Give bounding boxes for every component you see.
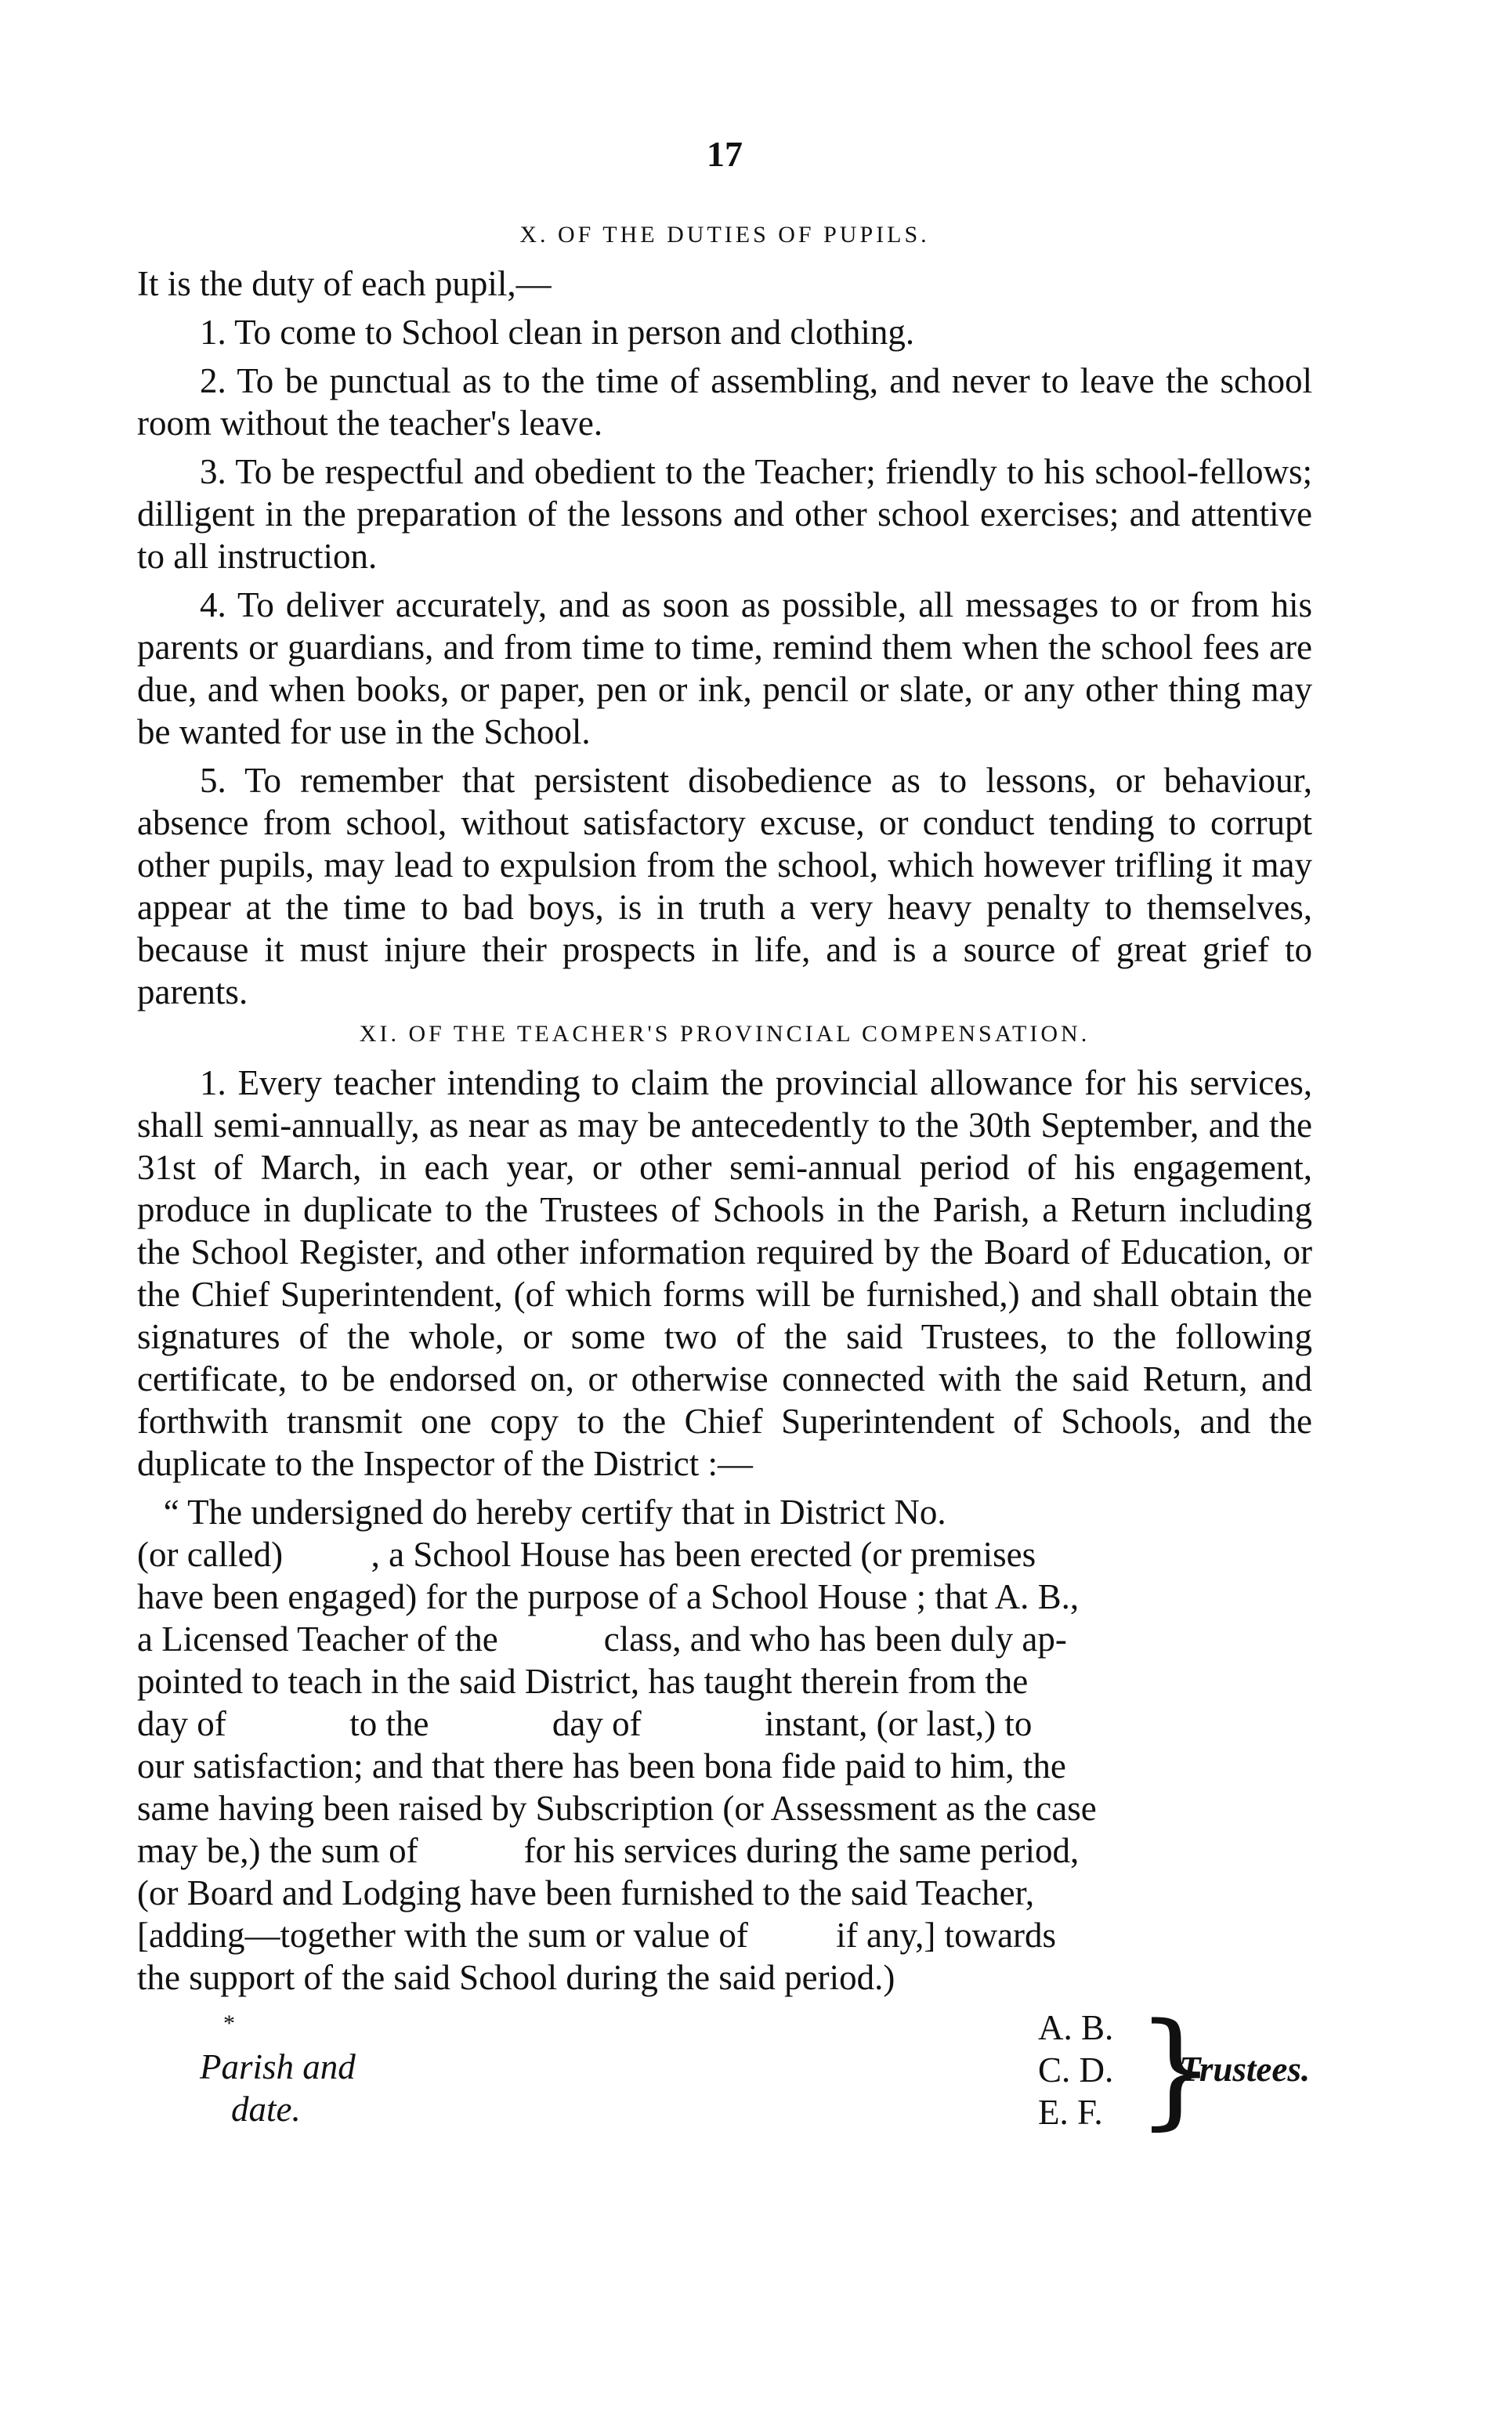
certificate-line: may be,) the sum of for his services during the same period, <box>137 1831 1080 1870</box>
certificate-line: day of to the day of instant, (or last,) to <box>137 1704 1033 1743</box>
certificate-text <box>137 1491 1312 1999</box>
certificate-line: [adding—together with the sum or value of if any,] towards <box>137 1916 1057 1955</box>
duty-item-5: 5. To remember that persistent disobedience as to lessons, or behaviour, absence from school, without satisfactory excuse, or conduct tending to corrupt other pupils, may lead to expulsion from the school, which however trifling it may appear at the time to bad boys, is in truth a very heavy penalty to themselves, because it must injure their prospects in life, and is a source of great grief to parents. <box>137 761 1312 1011</box>
duty-item-4: 4. To deliver accurately, and as soon as possible, all messages to or from his parents or guardians, and from time to time, remind them when the school fees are due, and when books, or paper, pen or ink, pencil or slate, or any other thing may be wanted for use in the School. <box>137 585 1312 751</box>
trustee-initial: A. B. <box>1038 2008 1114 2047</box>
parish-date-label <box>200 2046 356 2130</box>
section-heading-duties-of-pupils: X. OF THE DUTIES OF PUPILS. <box>519 222 930 248</box>
certificate-line: “ The undersigned do hereby certify that in District No. <box>137 1493 946 1532</box>
duty-item-3: 3. To be respectful and obedient to the Teacher; friendly to his school-fellows; dilligent in the preparation of the lessons and other school exercises; and attentive to all instruction. <box>137 452 1312 576</box>
certificate-line: pointed to teach in the said District, has taught therein from the <box>137 1662 1029 1701</box>
certificate-line: a Licensed Teacher of the class, and who has been duly ap- <box>137 1619 1067 1659</box>
duty-item-2: 2. To be punctual as to the time of assembling, and never to leave the school room without the teacher's leave. <box>137 361 1312 443</box>
document-page <box>137 118 1312 2155</box>
compensation-item-1: 1. Every teacher intending to claim the provincial allowance for his services, shall semi-annually, as near as may be antecedently to the 30th September, and the 31st of March, in each year, or other semi-annual period of his engagement, produce in duplicate to the Trustees of Schools in the Parish, a Return including the School Register, and other information required by the Board of Education, or the Chief Superintendent, (of which forms will be furnished,) and shall obtain the signatures of the whole, or some two of the said Trustees, to the following certificate, to be endorsed on, or otherwise connected with the said Return, and forthwith transmit one copy to the Chief Superintendent of Schools, and the duplicate to the Inspector of the District :— <box>137 1063 1312 1483</box>
section-heading-teacher-compensation: XI. OF THE TEACHER'S PROVINCIAL COMPENSATION. <box>359 1021 1091 1047</box>
page-number: 17 <box>707 134 743 174</box>
duty-item-1: 1. To come to School clean in person and clothing. <box>200 313 915 352</box>
certificate-line: same having been raised by Subscription (or Assessment as the case <box>137 1789 1097 1828</box>
certificate-line: (or Board and Lodging have been furnished to the said Teacher, <box>137 1873 1035 1912</box>
signature-block <box>137 1996 1312 2155</box>
certificate-line: our satisfaction; and that there has been bona fide paid to him, the <box>137 1746 1066 1786</box>
right-brace-icon: } <box>1136 1996 1216 2142</box>
duties-intro: It is the duty of each pupil,— <box>137 264 552 303</box>
trustee-initial: E. F. <box>1038 2093 1103 2132</box>
asterisk-mark: * <box>223 2010 235 2036</box>
trustee-initial: C. D. <box>1038 2050 1114 2090</box>
trustee-initials <box>1038 2007 1113 2133</box>
certificate-line: (or called) , a School House has been erected (or premises <box>137 1535 1036 1574</box>
trustees-label: Trustees. <box>1179 2050 1311 2089</box>
certificate-line: have been engaged) for the purpose of a School House ; that A. B., <box>137 1577 1080 1616</box>
certificate-line: the support of the said School during the said period.) <box>137 1958 895 1997</box>
parish-label: Parish and <box>200 2047 356 2086</box>
date-label: date. <box>231 2090 301 2129</box>
